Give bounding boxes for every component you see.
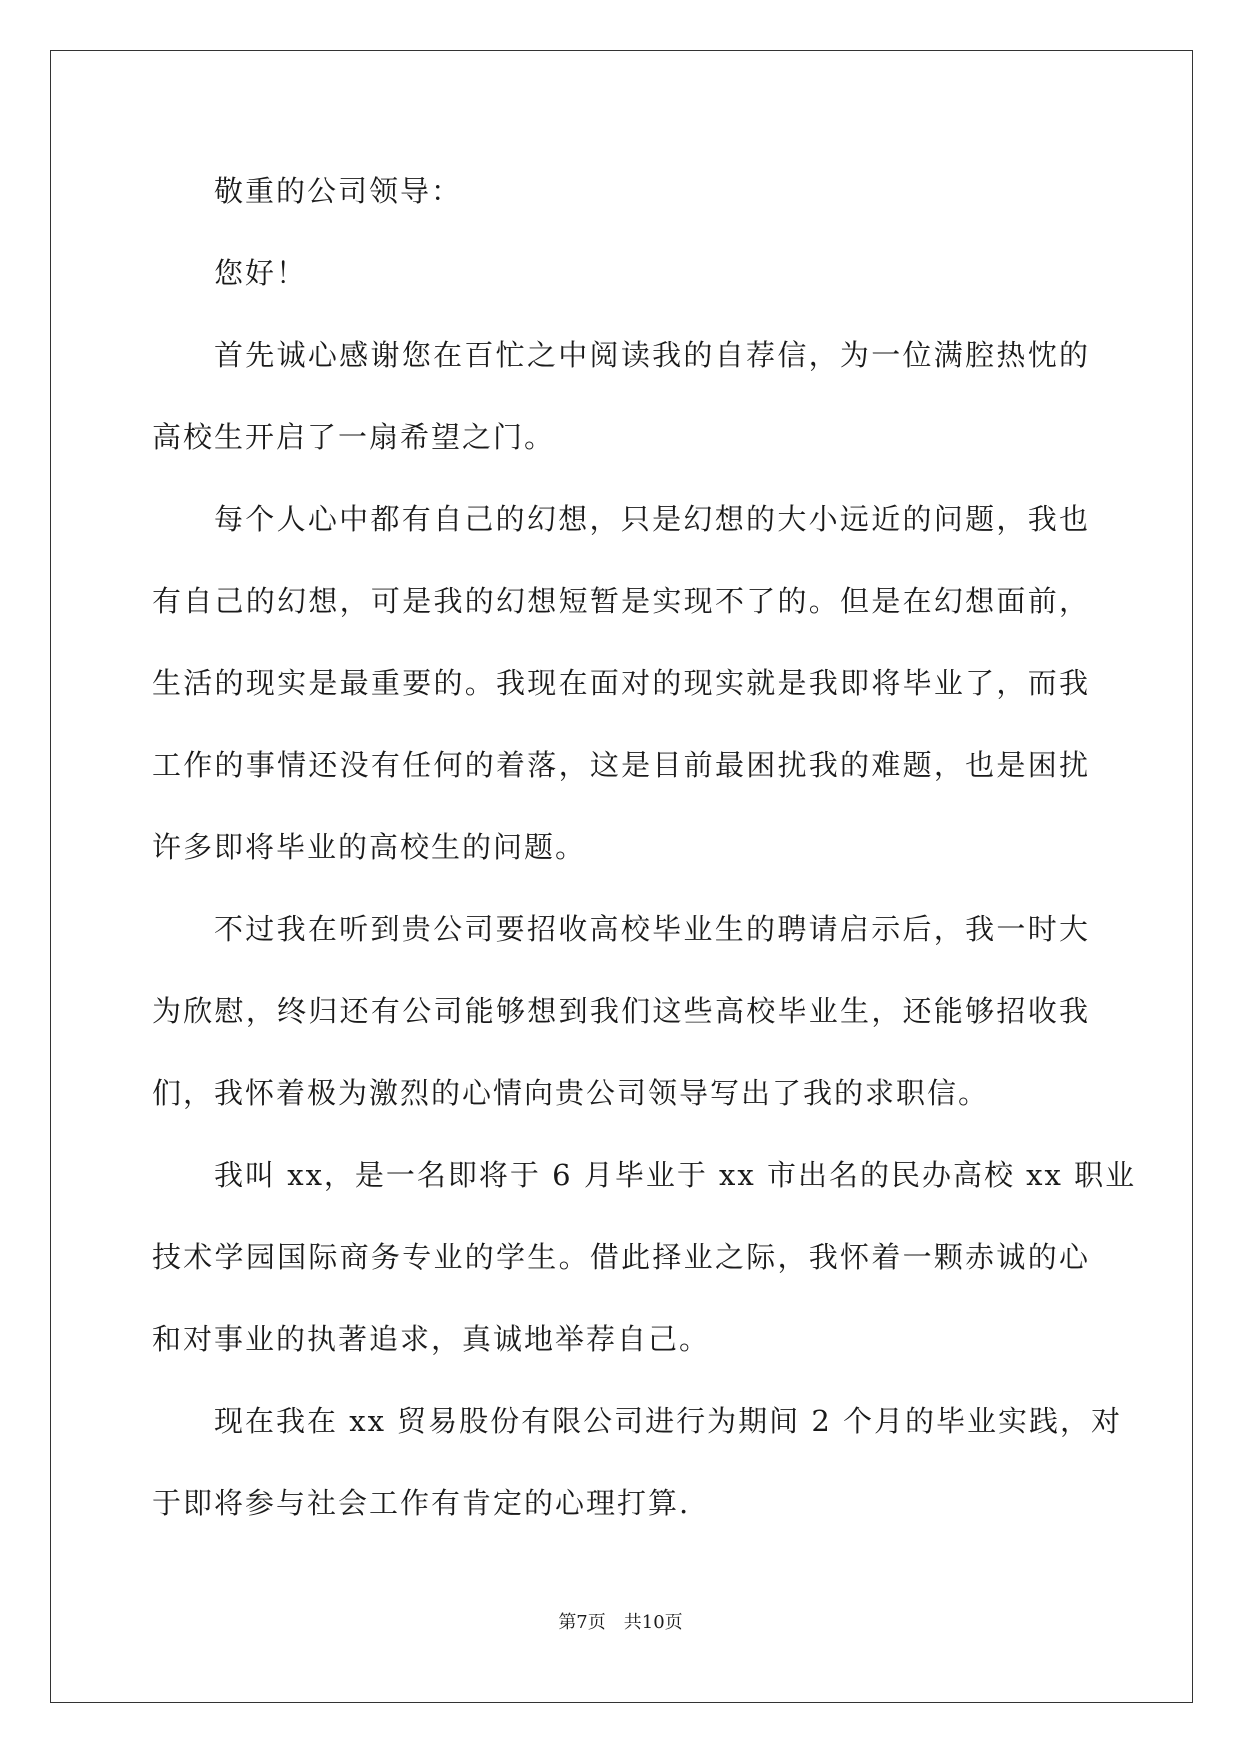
paragraph-line: 现在我在 xx 贸易股份有限公司进行为期间 2 个月的毕业实践，对 [214,1404,1123,1438]
paragraph-line: 不过我在听到贵公司要招收高校毕业生的聘请启示后，我一时大 [214,912,1090,946]
paragraph-line: 有自己的幻想，可是我的幻想短暂是实现不了的。但是在幻想面前， [152,584,1090,618]
salutation: 敬重的公司领导： [214,174,463,208]
paragraph-line: 生活的现实是最重要的。我现在面对的现实就是我即将毕业了，而我 [152,666,1090,700]
paragraph-line: 于即将参与社会工作有肯定的心理打算. [152,1486,691,1520]
paragraph-line: 许多即将毕业的高校生的问题。 [152,830,587,864]
paragraph-line: 每个人心中都有自己的幻想，只是幻想的大小远近的问题，我也 [214,502,1090,536]
paragraph-line: 和对事业的执著追求，真诚地举荐自己。 [152,1322,711,1356]
greeting: 您好！ [214,256,308,290]
page-number-current: 第7页 [558,1612,606,1633]
page-number-total: 共10页 [623,1612,683,1633]
paragraph-line: 我叫 xx，是一名即将于 6 月毕业于 xx 市出名的民办高校 xx 职业 [214,1158,1137,1192]
paragraph-line: 工作的事情还没有任何的着落，这是目前最困扰我的难题，也是困扰 [152,748,1090,782]
paragraph-line: 为欣慰，终归还有公司能够想到我们这些高校毕业生，还能够招收我 [152,994,1090,1028]
paragraph-line: 技术学园国际商务专业的学生。借此择业之际，我怀着一颗赤诚的心 [152,1240,1090,1274]
paragraph-line: 高校生开启了一扇希望之门。 [152,420,556,454]
paragraph-line: 们，我怀着极为激烈的心情向贵公司领导写出了我的求职信。 [152,1076,990,1110]
letter-body [152,165,1137,1559]
paragraph-line: 首先诚心感谢您在百忙之中阅读我的自荐信，为一位满腔热忱的 [214,338,1090,372]
page-footer [0,1608,1241,1634]
